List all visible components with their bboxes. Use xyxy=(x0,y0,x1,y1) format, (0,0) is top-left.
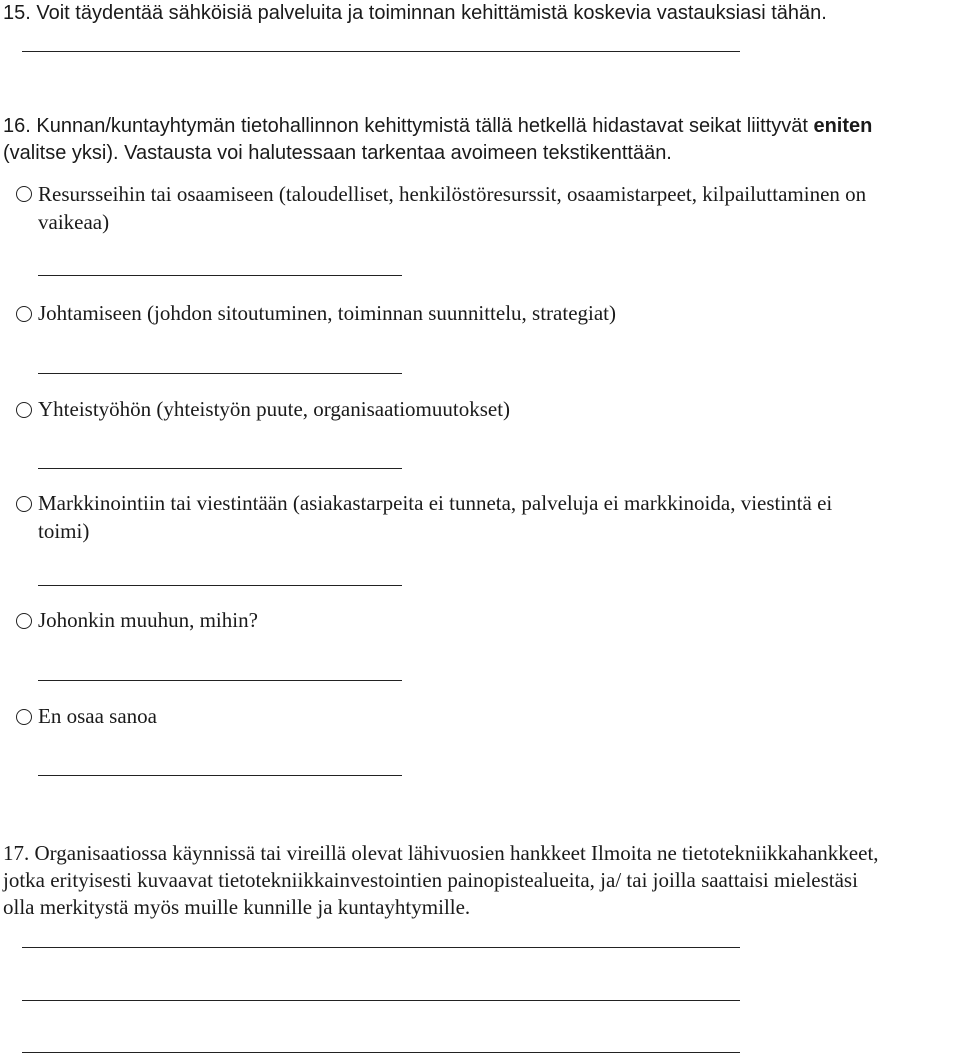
option-marketing-label-line1: Markkinointiin tai viestintään (asiakastarpeita ei tunneta, palveluja ei markkinoida, viestintä ei xyxy=(38,491,833,515)
q16-text-line2: (valitse yksi). Vastausta voi halutessaan tarkentaa avoimeen tekstikenttään. xyxy=(3,142,672,164)
option-dont-know-text-field[interactable] xyxy=(38,775,402,776)
q17-answer-line-3[interactable] xyxy=(22,1052,740,1053)
q15-text: 15. Voit täydentää sähköisiä palveluita ja toiminnan kehittämistä koskevia vastauksiasi tähän. xyxy=(3,2,827,24)
q15-answer-line[interactable] xyxy=(22,51,740,52)
radio-option-resources[interactable] xyxy=(16,186,32,202)
option-other-label: Johonkin muuhun, mihin? xyxy=(38,608,258,632)
radio-option-other[interactable] xyxy=(16,613,32,629)
radio-option-marketing[interactable] xyxy=(16,496,32,512)
option-leadership-text-field[interactable] xyxy=(38,373,402,374)
option-resources-label-line1: Resursseihin tai osaamiseen (taloudelliset, henkilöstöresurssit, osaamistarpeet, kilpailuttaminen on xyxy=(38,182,867,206)
q17-text-line1: 17. Organisaatiossa käynnissä tai vireillä olevat lähivuosien hankkeet Ilmoita ne tietotekniikkahankkeet, xyxy=(3,841,879,865)
option-cooperation-label: Yhteistyöhön (yhteistyön puute, organisaatiomuutokset) xyxy=(38,397,511,421)
q17-text-line2: jotka erityisesti kuvaavat tietotekniikkainvestointien painopistealueita, ja/ tai joilla saattaisi mielestäsi xyxy=(3,868,858,892)
q17-answer-line-2[interactable] xyxy=(22,1000,740,1001)
radio-option-dont-know[interactable] xyxy=(16,709,32,725)
q16-text-line1-emphasis: eniten xyxy=(813,115,873,137)
option-marketing-text-field[interactable] xyxy=(38,585,402,586)
option-resources-text-field[interactable] xyxy=(38,275,402,276)
option-cooperation-text-field[interactable] xyxy=(38,468,402,469)
q16-text-line1 xyxy=(3,113,872,139)
option-other-text-field[interactable] xyxy=(38,680,402,681)
q16-text-line1-main: 16. Kunnan/kuntayhtymän tietohallinnon kehittymistä tällä hetkellä hidastavat seikat liittyvät xyxy=(3,115,814,137)
q17-answer-line-1[interactable] xyxy=(22,947,740,948)
option-leadership-label: Johtamiseen (johdon sitoutuminen, toiminnan suunnittelu, strategiat) xyxy=(38,301,617,325)
option-dont-know-label: En osaa sanoa xyxy=(38,704,157,728)
q17-text-line3: olla merkitystä myös muille kunnille ja kuntayhtymille. xyxy=(3,895,471,919)
option-resources-label-line2: vaikeaa) xyxy=(38,210,110,234)
radio-option-cooperation[interactable] xyxy=(16,402,32,418)
option-marketing-label-line2: toimi) xyxy=(38,519,90,543)
radio-option-leadership[interactable] xyxy=(16,306,32,322)
